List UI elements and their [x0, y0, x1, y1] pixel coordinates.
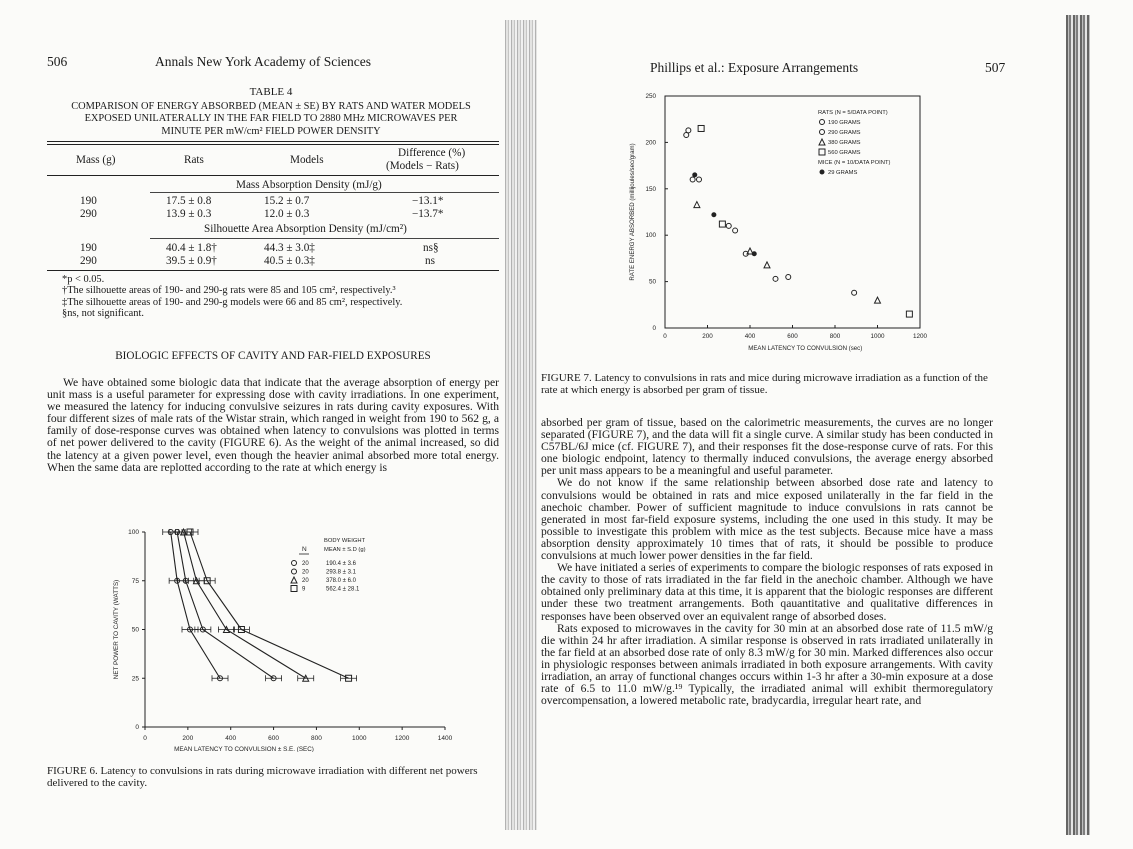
right-page: [525, 0, 1133, 849]
x-tick-label: 400: [225, 735, 237, 742]
x-tick-label: 400: [744, 333, 756, 340]
table-rule: [47, 141, 499, 142]
x-tick-label: 800: [310, 735, 322, 742]
body-text-right: [541, 417, 993, 707]
y-tick-label: 50: [131, 626, 139, 634]
footnote: *p < 0.05.: [62, 274, 105, 285]
x-axis-label: MEAN LATENCY TO CONVULSION (sec): [748, 345, 863, 352]
data-point: [692, 172, 697, 177]
series-line: [171, 532, 220, 678]
y-tick-label: 100: [645, 232, 656, 240]
legend-header: BODY WEIGHT: [324, 538, 366, 544]
legend-marker: [291, 586, 297, 592]
figure-7-caption: FIGURE 7. Latency to convulsions in rats and mice during microwave irradiation as a function of the rate at which energy is absorbed per gram of tissue.: [541, 372, 988, 396]
table-cell: 190: [80, 195, 97, 207]
x-axis-label: MEAN LATENCY TO CONVULSION ± S.E. (SEC): [174, 746, 314, 752]
legend-header: MEAN ± S.D (g): [324, 547, 366, 553]
footnote: §ns, not significant.: [62, 308, 144, 320]
table-cell: −13.1*: [412, 195, 444, 207]
figure-7: [620, 84, 940, 358]
x-tick-label: 0: [663, 333, 667, 340]
x-tick-label: 1200: [912, 333, 928, 340]
legend-marker: [292, 561, 297, 566]
table-title-line: MINUTE PER mW/cm² FIELD POWER DENSITY: [161, 125, 381, 137]
data-point: [764, 262, 770, 268]
x-tick-label: 1000: [870, 333, 885, 340]
legend-label: 378.0 ± 6.0: [326, 578, 356, 584]
series-line: [184, 532, 306, 678]
y-axis-label: NET POWER TO CAVITY (WATTS): [113, 579, 120, 680]
x-tick-label: 600: [787, 333, 798, 340]
table-cell: 40.4 ± 1.8†: [166, 242, 217, 254]
legend-n-header: N: [302, 546, 307, 553]
left-page: [0, 0, 525, 849]
table-cell: 40.5 ± 0.3‡: [264, 255, 315, 267]
running-head: Annals New York Academy of Sciences: [155, 54, 371, 69]
paragraph-text: We have initiated a series of experiments to compare the biologic responses of rats exposed in the cavity to those of rats irradiated in the far field in the anechoic chamber. Although we have obtained only preliminary data at this time, it is apparent that the biologic responses are different under these two treatment arrangements. Both qauantitative and qualitative differences in responses have been observed over an equivalent range of absorbed doses.: [541, 561, 993, 623]
legend-marker: [819, 139, 825, 145]
y-axis-label: RATE ENERGY ABSORBED (millijoules/sec/gram): [629, 143, 636, 281]
legend-marker: [820, 130, 825, 135]
data-point: [786, 274, 791, 279]
x-tick-label: 1200: [394, 735, 410, 742]
legend-label: 190.4 ± 3.6: [326, 561, 356, 567]
table-cell: ns: [425, 255, 435, 267]
data-point: [697, 177, 702, 182]
legend-label: RATS (N = 5/DATA POINT): [818, 110, 888, 116]
legend-label: MICE (N = 10/DATA POINT): [818, 160, 891, 166]
data-point: [733, 228, 738, 233]
x-tick-label: 800: [829, 333, 841, 340]
legend-n: 20: [302, 578, 309, 584]
table-rule: [150, 192, 499, 193]
legend-label: 562.4 ± 28.1: [326, 586, 360, 593]
data-point: [686, 128, 691, 133]
page-number: 507: [985, 60, 1006, 75]
body-paragraph: [47, 377, 499, 474]
paragraph-text: We have obtained some biologic data that indicate that the average absorption of energy per unit mass is a useful parameter for expressing dose with cavity irradiations. In one experiment, we measured the latency for inducing convulsive seizures in rats during cavity exposures. With four different sizes of male rats of the Wistar strain, which ranged in weight from 190 to 562 g, a family of dose-response curves was obtained when latency to convulsions was plotted in terms of net power delivered to the cavity (FIGURE 6). As the weight of the animal increased, so did the latency at a given power level, even though the heavier animal absorbed more total energy. When the same data are replotted according to the rate at which energy is: [47, 376, 499, 474]
x-tick-label: 1000: [352, 735, 367, 742]
x-tick-label: 200: [182, 735, 194, 742]
table-cell: 44.3 ± 3.0‡: [264, 242, 315, 254]
paragraph-text: We do not know if the same relationship between absorbed dose rate and latency to convulsions would be obtained in rats and mice exposed unilaterally in the far field in the anechoic chamber. Power of sufficient magnitude to induce convulsions in rats cannot be generated in most far-field exposure systems, including the one used in this study. It may be possible to investigate this problem with mice as the test subjects. Because mice have a mass absorption density approximately 10 times that of rats, it should be possible to produce convulsions at much lower power densities in the far field.: [541, 476, 993, 563]
data-point: [726, 223, 731, 228]
table-rule: [150, 238, 499, 239]
data-point: [694, 202, 700, 208]
col-difference: Difference (%): [398, 147, 466, 159]
series-line: [177, 532, 273, 678]
data-point: [852, 290, 857, 295]
x-tick-label: 0: [143, 735, 147, 742]
legend-marker: [819, 149, 825, 155]
legend-label: 290 GRAMS: [828, 130, 861, 136]
table-cell: 17.5 ± 0.8: [166, 195, 212, 207]
plot-frame: [665, 96, 920, 328]
data-point: [906, 311, 912, 317]
legend-n: 20: [302, 561, 309, 567]
legend-label: 190 GRAMS: [828, 120, 861, 126]
table-cell: ns§: [423, 242, 439, 254]
running-head: Phillips et al.: Exposure Arrangements: [650, 60, 859, 75]
table-rule: [47, 270, 499, 271]
y-tick-label: 200: [645, 139, 656, 147]
table-rule: [47, 175, 499, 176]
legend-marker: [820, 120, 825, 125]
table-rule: [47, 144, 499, 145]
legend-n: 9: [302, 586, 306, 593]
footnote: †The silhouette areas of 190- and 290-g rats were 85 and 105 cm², respectively.³: [62, 285, 396, 297]
table-cell: 12.0 ± 0.3: [264, 208, 310, 220]
table-label: TABLE 4: [249, 86, 293, 98]
table-title-line: EXPOSED UNILATERALLY IN THE FAR FIELD TO 2880 MHz MICROWAVES PER: [84, 113, 458, 125]
table-cell: −13.7*: [412, 208, 444, 220]
data-point: [752, 251, 757, 256]
y-tick-label: 0: [652, 325, 656, 332]
col-models: Models: [290, 154, 324, 166]
figure-6-caption: FIGURE 6. Latency to convulsions in rats during microwave irradiation with different net powers delivered to the cavity.: [47, 765, 478, 789]
y-tick-label: 50: [648, 278, 656, 286]
col-rats: Rats: [184, 154, 204, 166]
data-point: [711, 212, 716, 217]
paragraph-text: Rats exposed to microwaves in the cavity for 30 min at an absorbed dose rate of 11.5 mW/g die within 24 hr after irradiation. A similar response is observed in rats irradiated unilaterally in the far field at an absorbed dose rate of only 8.3 mW/g for 30 min. Marked differences also occur in physiologic responses between animals irradiated in both exposure arrangements. With cavity irradiation, an array of functional changes occurs within 1-3 hr after a 30-min exposure at a dose rate of 6.5 to 11.0 mW/g.¹⁹ Typically, the irradiated animal will exhibit thermoregulatory overcompensation, a lowered metabolic rate, bradycardia, irregular heart rate, and: [541, 621, 993, 708]
table-cell: 190: [80, 242, 97, 254]
footnote: ‡The silhouette areas of 190- and 290-g models were 66 and 85 cm², respectively.: [62, 296, 403, 308]
paragraph-text: absorbed per gram of tissue, based on the calorimetric measurements, the curves are no longer separated (FIGURE 7), and the data will fit a single curve. A similar study has been conducted in C57BL/6J mice (cf. FIGURE 7), and their responses fit the dose-response curve of rats. For this one biologic endpoint, latency to thermally induced convulsions, the average energy absorbed per unit mass appears to be a meaningful and useful parameter.: [541, 416, 993, 478]
legend-label: 380 GRAMS: [828, 140, 861, 146]
legend-marker: [820, 170, 825, 175]
data-point: [698, 125, 704, 131]
data-point: [875, 297, 881, 303]
y-tick-label: 0: [135, 724, 139, 731]
col-difference-sub: (Models − Rats): [386, 160, 459, 172]
table-cell: 290: [80, 208, 97, 220]
legend-n: 20: [302, 569, 309, 576]
data-point: [690, 177, 695, 182]
figure-6: [100, 520, 460, 752]
y-tick-label: 250: [645, 93, 656, 100]
x-tick-label: 200: [702, 333, 713, 340]
table-section-heading: Silhouette Area Absorption Density (mJ/cm²): [204, 223, 407, 235]
data-point: [773, 276, 778, 281]
table-cell: 290: [80, 255, 97, 267]
x-tick-label: 1400: [437, 735, 453, 742]
y-tick-label: 75: [131, 577, 139, 585]
legend-marker: [292, 569, 297, 574]
table-title: [47, 101, 495, 138]
table-title-line: COMPARISON OF ENERGY ABSORBED (MEAN ± SE) BY RATS AND WATER MODELS: [71, 101, 471, 112]
x-tick-label: 600: [268, 735, 280, 742]
legend-label: 293.8 ± 3.1: [326, 569, 356, 576]
table-cell: 15.2 ± 0.7: [264, 195, 310, 207]
legend-marker: [291, 577, 297, 583]
legend-label: 560 GRAMS: [828, 150, 861, 156]
y-tick-label: 100: [128, 529, 139, 536]
y-tick-label: 25: [131, 675, 139, 683]
table-section-heading: Mass Absorption Density (mJ/g): [236, 179, 382, 191]
page-number: 506: [47, 54, 68, 69]
col-mass: Mass (g): [76, 154, 116, 166]
table-cell: 13.9 ± 0.3: [166, 208, 212, 220]
section-heading: BIOLOGIC EFFECTS OF CAVITY AND FAR-FIELD EXPOSURES: [115, 350, 431, 362]
table-cell: 39.5 ± 0.9†: [166, 255, 217, 267]
table-footnotes: [62, 274, 402, 320]
data-point: [719, 221, 725, 227]
y-tick-label: 150: [645, 185, 656, 193]
legend-label: 29 GRAMS: [828, 170, 858, 176]
